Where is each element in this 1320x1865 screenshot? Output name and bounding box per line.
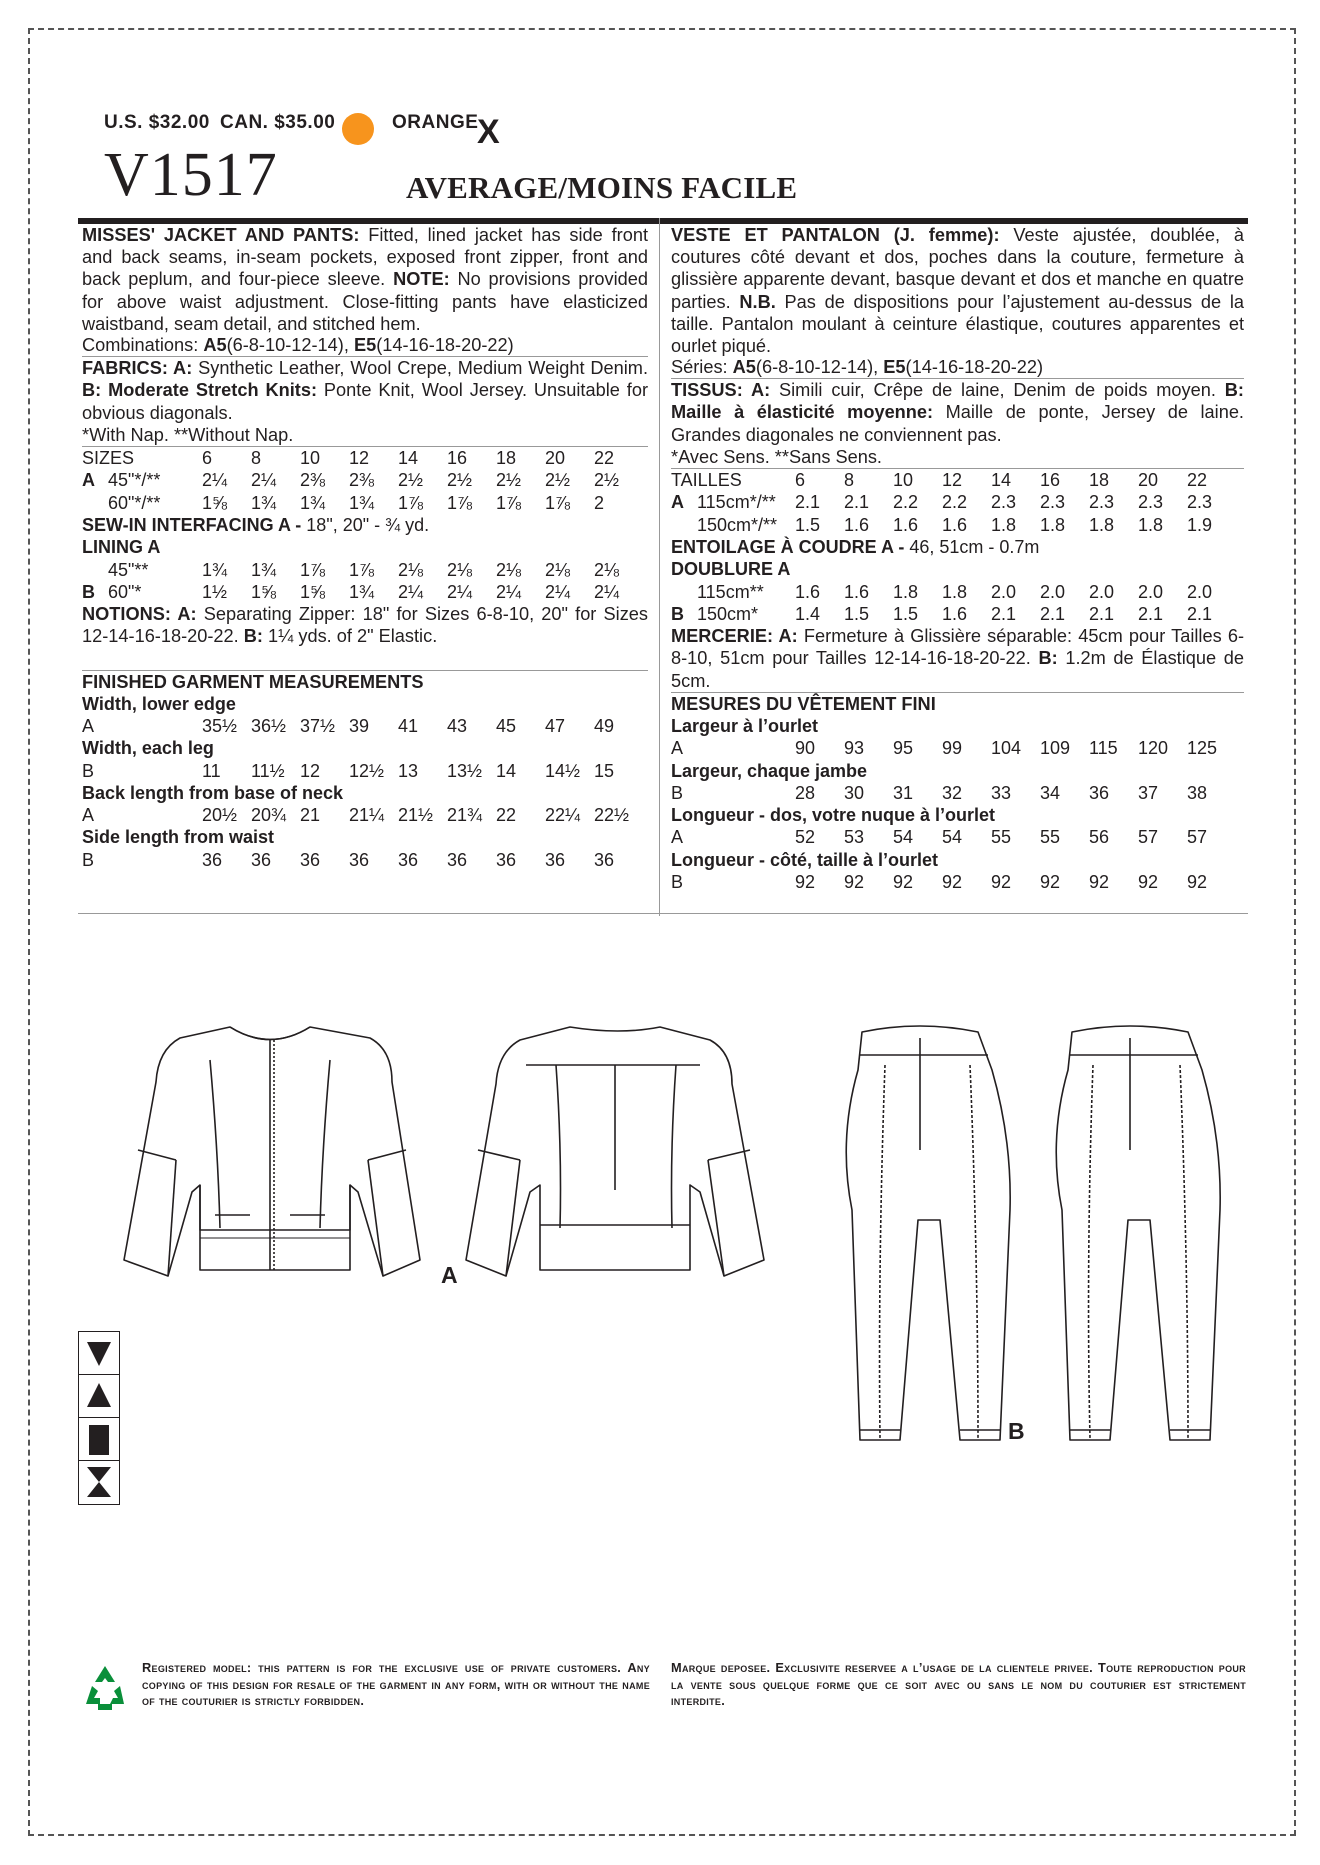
table-cell: 1.5 (893, 603, 919, 624)
table-cell: 55 (1040, 827, 1061, 848)
table-cell: 15 (594, 760, 615, 781)
table-cell: 1¾ (349, 581, 375, 602)
table-cell: 20½ (202, 805, 238, 826)
table-cell: 2⅛ (594, 559, 620, 580)
measurement-label: Width, each leg (82, 738, 214, 759)
table-cell: 1.4 (795, 603, 821, 624)
table-row (82, 849, 643, 871)
table-cell: 36 (349, 849, 370, 870)
table-cell: 36 (398, 849, 419, 870)
color-label: ORANGE (392, 112, 479, 133)
measurement-label: Largeur, chaque jambe (671, 760, 868, 781)
garment-illustrations (0, 960, 1320, 1480)
fr-yardage-table (671, 469, 1236, 625)
table-cell: 57 (1187, 827, 1208, 848)
table-row (82, 492, 643, 514)
table-cell: B (671, 782, 684, 803)
table-row (671, 826, 1236, 848)
table-cell: 92 (991, 871, 1012, 892)
table-cell: 125 (1187, 738, 1218, 759)
table-cell: 54 (893, 827, 914, 848)
table-cell: 20 (545, 448, 566, 469)
table-cell: 22 (594, 448, 615, 469)
table-cell: 16 (447, 448, 468, 469)
measurement-label: Longueur - dos, votre nuque à l’ourlet (671, 805, 996, 826)
table-cell: 2.1 (795, 492, 821, 513)
table-cell: 2¼ (251, 470, 277, 491)
table-cell: 35½ (202, 716, 238, 736)
table-cell: 14½ (545, 760, 581, 781)
column-divider (659, 218, 660, 916)
table-cell: 14 (991, 470, 1012, 491)
table-cell: 12 (300, 760, 321, 781)
table-cell: 104 (991, 738, 1022, 759)
table-cell: 1.8 (1089, 514, 1115, 535)
table-cell: 1.6 (844, 514, 870, 535)
fr-series: Séries: A5(6-8-10-12-14), E5(14-16-18-20-22) (671, 357, 1044, 377)
table-cell: 1.5 (795, 514, 821, 535)
table-cell: 6 (202, 448, 213, 469)
table-cell: 1⅞ (300, 559, 326, 580)
table-cell: 12 (349, 448, 370, 469)
table-cell: B (82, 849, 95, 870)
table-cell: 30 (844, 782, 865, 803)
table-cell: 2⅛ (496, 559, 522, 580)
table-cell: 36 (594, 849, 615, 870)
en-measurements-title: FINISHED GARMENT MEASUREMENTS (82, 671, 424, 692)
registered-notice-en: Registered model: this pattern is for the exclusive use of private customers. Any copying of this design for resale of the garment in any form, with or without the name of the couturier is strictly forbidden. (142, 1660, 650, 1708)
table-cell: 1⅞ (545, 492, 571, 513)
table-cell: 2¼ (398, 581, 424, 602)
table-cell: 2¼ (496, 581, 522, 602)
table-cell: 1¾ (251, 492, 277, 513)
table-cell: 39 (349, 716, 370, 736)
table-cell: 2.0 (1187, 581, 1213, 602)
english-column (82, 224, 648, 871)
table-cell: 8 (844, 470, 855, 491)
table-row (671, 871, 1236, 893)
pattern-number: V1517 (104, 141, 278, 209)
table-cell: 1.6 (942, 603, 968, 624)
table-row (671, 782, 1236, 804)
interfacing-row: ENTOILAGE À COUDRE A - 46, 51cm - 0.7m (671, 536, 1040, 557)
table-row (671, 603, 1236, 625)
table-cell: 1.8 (991, 514, 1017, 535)
table-cell: 92 (1089, 871, 1110, 892)
table-cell: 2½ (447, 470, 473, 491)
table-cell: 36 (545, 849, 566, 870)
table-cell: 22½ (594, 805, 630, 826)
table-cell: 8 (251, 448, 262, 469)
table-cell: 2.3 (1187, 492, 1213, 513)
table-cell: 14 (398, 448, 419, 469)
table-cell: 1.8 (893, 581, 919, 602)
table-cell: 21 (300, 805, 321, 826)
table-cell: 36 (251, 849, 272, 870)
table-cell: 22 (1187, 470, 1208, 491)
jacket-front-drawing (124, 1027, 420, 1276)
table-cell: 92 (1138, 871, 1159, 892)
table-row (671, 737, 1236, 759)
jacket-back-drawing (466, 1027, 764, 1276)
table-cell: 2½ (545, 470, 571, 491)
table-cell: 49 (594, 716, 615, 736)
table-cell: 36 (1089, 782, 1110, 803)
table-cell: A (671, 738, 684, 759)
view-b-label: B (1008, 1418, 1025, 1444)
table-cell: 2¼ (202, 470, 228, 491)
table-cell: A (671, 827, 684, 848)
table-cell: 2½ (594, 470, 620, 491)
table-cell: 90 (795, 738, 816, 759)
table-bottom-rule (78, 913, 1248, 914)
table-cell: 22¼ (545, 805, 581, 826)
table-cell: 2.3 (1040, 492, 1066, 513)
table-row (82, 760, 643, 782)
table-cell: TAILLES (671, 470, 742, 491)
table-cell: 1.8 (1040, 514, 1066, 535)
table-cell: 36 (447, 849, 468, 870)
can-price: CAN. $35.00 (220, 112, 336, 133)
fr-nap-note: *Avec Sens. **Sans Sens. (671, 446, 882, 467)
table-cell: 1⅞ (349, 559, 375, 580)
table-cell: 1.6 (795, 581, 821, 602)
table-row (671, 491, 1236, 513)
fr-measurements-title: MESURES DU VÊTEMENT FINI (671, 693, 936, 714)
table-cell: 2.1 (844, 492, 870, 513)
table-cell: A (82, 716, 95, 736)
table-row (671, 514, 1236, 536)
table-row (671, 469, 1236, 491)
table-cell: 14 (496, 760, 517, 781)
table-cell: 32 (942, 782, 963, 803)
table-cell: 2⅛ (398, 559, 424, 580)
us-price: U.S. $32.00 (104, 112, 210, 133)
table-cell: 53 (844, 827, 865, 848)
pants-front-drawing (846, 1026, 1010, 1440)
table-cell: SIZES (82, 448, 135, 469)
measurement-label: Longueur - côté, taille à l’ourlet (671, 849, 939, 870)
table-cell: 38 (1187, 782, 1208, 803)
en-description: MISSES' JACKET AND PANTS: Fitted, lined jacket has side front and back seams, in-seam pockets, exposed front zipper, front and back peplum, and four-piece sleeve. NOTE: No provisions provided for above waist adjustment. Close-fitting pants have elasticized waistband, seam detail, and stitched hem. (82, 225, 649, 334)
table-cell: 31 (893, 782, 914, 803)
table-cell: 41 (398, 716, 419, 736)
fr-description: VESTE ET PANTALON (J. femme): Veste ajustée, doublée, à coutures côté devant et dos, poches dans la couture, fermeture à glissière apparente devant, basque devant et dos et manche en quatre parties. N.B. Pas de dispositions pour l’ajustement au-dessus de la taille. Pantalon moulant à ceinture élastique, coutures apparentes et ourlet piqué. (671, 225, 1244, 357)
table-cell: 1¾ (349, 492, 375, 513)
table-cell: 2.2 (942, 492, 968, 513)
color-dot (342, 113, 374, 145)
row-label: A 45"*/** (82, 470, 161, 491)
table-cell: 95 (893, 738, 914, 759)
row-label: B 150cm* (671, 603, 759, 624)
triangle-down-icon (79, 1332, 119, 1375)
table-cell: 34 (1040, 782, 1061, 803)
table-cell: B (671, 871, 684, 892)
table-cell: 52 (795, 827, 816, 848)
table-cell: 36½ (251, 716, 287, 736)
table-cell: 11 (202, 760, 221, 781)
table-cell: 2.2 (893, 492, 919, 513)
table-cell: 1⅝ (300, 581, 326, 602)
en-notions: NOTIONS: A: Separating Zipper: 18" for Sizes 6-8-10, 20" for Sizes 12-14-16-18-20-22. B: 1¼ yds. of 2" Elastic. (82, 604, 649, 647)
table-cell: 99 (942, 738, 963, 759)
row-label: B 60"* (82, 581, 142, 602)
table-cell: 45 (496, 716, 517, 736)
table-cell: 1.6 (942, 514, 968, 535)
square-icon (79, 1418, 119, 1461)
table-cell: 11½ (251, 760, 285, 781)
table-cell: 2½ (398, 470, 424, 491)
en-combinations: Combinations: A5(6-8-10-12-14), E5(14-16-18-20-22) (82, 335, 514, 355)
table-cell: 1⅝ (202, 492, 228, 513)
x-mark: X (477, 113, 500, 151)
table-cell: 1¾ (251, 559, 277, 580)
table-cell: 2.1 (1040, 603, 1066, 624)
table-cell: 92 (1040, 871, 1061, 892)
measurement-label: Largeur à l’ourlet (671, 715, 819, 736)
table-cell: 55 (991, 827, 1012, 848)
table-cell: 2.3 (1138, 492, 1164, 513)
symbol-key (78, 1331, 120, 1505)
row-label: 45"** (108, 559, 149, 580)
table-cell: 2⅜ (300, 470, 326, 491)
table-cell: 109 (1040, 738, 1071, 759)
en-measurements-table (82, 693, 643, 871)
table-cell: 92 (1187, 871, 1208, 892)
table-cell: B (82, 760, 95, 781)
table-cell: 47 (545, 716, 566, 736)
row-label: 60"*/** (108, 492, 161, 513)
table-cell: 1.6 (844, 581, 870, 602)
table-cell: 20¾ (251, 805, 287, 826)
table-cell: 21¼ (349, 805, 385, 826)
table-cell: 1.8 (942, 581, 968, 602)
table-row (82, 804, 643, 826)
table-row (82, 581, 643, 603)
en-fabrics: FABRICS: A: Synthetic Leather, Wool Crepe, Medium Weight Denim. B: Moderate Stretch Knits: Ponte Knit, Wool Jersey. Unsuitable for obvious diagonals. (82, 358, 648, 423)
table-cell: 1¾ (202, 559, 228, 580)
lining-label: DOUBLURE A (671, 559, 791, 580)
table-cell: 1⅞ (398, 492, 424, 513)
table-cell: 1.6 (893, 514, 919, 535)
row-label: A 115cm*/** (671, 492, 776, 513)
table-cell: A (82, 805, 95, 826)
table-cell: 1⅝ (251, 581, 277, 602)
table-cell: 2¼ (594, 581, 620, 602)
table-row (82, 715, 643, 737)
table-cell: 2½ (496, 470, 522, 491)
measurement-label: Back length from base of neck (82, 782, 344, 803)
table-cell: 10 (893, 470, 914, 491)
en-nap-note: *With Nap. **Without Nap. (82, 424, 294, 445)
table-cell: 1.9 (1187, 514, 1213, 535)
measurement-label: Width, lower edge (82, 693, 236, 714)
table-cell: 2⅜ (349, 470, 375, 491)
interfacing-row: SEW-IN INTERFACING A - 18", 20" - ¾ yd. (82, 514, 430, 535)
table-cell: 2.3 (991, 492, 1017, 513)
table-cell: 2¼ (545, 581, 571, 602)
table-cell: 12½ (349, 760, 385, 781)
table-cell: 18 (1089, 470, 1110, 491)
row-label: 150cm*/** (697, 514, 778, 535)
table-cell: 2.3 (1089, 492, 1115, 513)
table-cell: 37 (1138, 782, 1159, 803)
table-cell: 21½ (398, 805, 434, 826)
table-row (82, 469, 643, 491)
table-cell: 36 (496, 849, 517, 870)
table-cell: 1⅞ (447, 492, 473, 513)
hourglass-icon (79, 1461, 119, 1503)
table-cell: 54 (942, 827, 963, 848)
table-cell: 2¼ (447, 581, 473, 602)
table-cell: 43 (447, 716, 468, 736)
table-row (671, 581, 1236, 603)
table-cell: 1⅞ (496, 492, 522, 513)
table-cell: 2.0 (1089, 581, 1115, 602)
fr-fabrics: TISSUS: A: Simili cuir, Crêpe de laine, Denim de poids moyen. B: Maille à élasticité moyenne: Maille de ponte, Jersey de laine. Grandes diagonales ne conviennent pas. (671, 380, 1244, 445)
table-row (82, 447, 643, 469)
row-label: 115cm** (697, 581, 764, 602)
table-cell: 2 (594, 492, 605, 513)
table-cell: 2⅛ (545, 559, 571, 580)
table-cell: 57 (1138, 827, 1159, 848)
table-cell: 120 (1138, 738, 1169, 759)
triangle-up-icon (79, 1375, 119, 1418)
table-row (82, 559, 643, 581)
table-cell: 2.0 (1138, 581, 1164, 602)
fr-measurements-table (671, 715, 1236, 893)
table-cell: 13½ (447, 760, 483, 781)
table-cell: 1¾ (300, 492, 326, 513)
table-cell: 2.1 (1089, 603, 1115, 624)
table-cell: 92 (942, 871, 963, 892)
table-cell: 92 (893, 871, 914, 892)
table-cell: 21¾ (447, 805, 483, 826)
table-cell: 18 (496, 448, 517, 469)
table-cell: 2.0 (991, 581, 1017, 602)
en-yardage-table (82, 447, 643, 603)
table-cell: 10 (300, 448, 321, 469)
table-cell: 36 (300, 849, 321, 870)
french-column (671, 224, 1244, 893)
table-cell: 12 (942, 470, 963, 491)
table-cell: 115 (1089, 738, 1118, 759)
table-cell: 28 (795, 782, 816, 803)
table-cell: 36 (202, 849, 223, 870)
table-cell: 2.1 (1138, 603, 1164, 624)
table-cell: 92 (844, 871, 865, 892)
table-cell: 92 (795, 871, 816, 892)
registered-notice-fr: Marque deposee. Exclusivite reservee a l’usage de la clientele privee. Toute reproduction pour la vente sous quelque forme que ce soit avec ou sans le nom du couturier est strictement interdite. (671, 1660, 1246, 1708)
recycle-icon (80, 1664, 130, 1712)
table-cell: 6 (795, 470, 806, 491)
table-cell: 37½ (300, 716, 336, 736)
difficulty-label: AVERAGE/MOINS FACILE (406, 170, 798, 205)
table-cell: 1.8 (1138, 514, 1164, 535)
table-cell: 1.5 (844, 603, 870, 624)
table-cell: 33 (991, 782, 1012, 803)
table-cell: 16 (1040, 470, 1061, 491)
table-cell: 22 (496, 805, 517, 826)
measurement-label: Side length from waist (82, 827, 275, 848)
view-a-label: A (441, 1262, 458, 1288)
pants-back-drawing (1056, 1026, 1220, 1440)
table-cell: 2.1 (991, 603, 1017, 624)
table-cell: 20 (1138, 470, 1159, 491)
fr-notions: MERCERIE: A: Fermeture à Glissière séparable: 45cm pour Tailles 6-8-10, 51cm pour Tailles 12-14-16-18-20-22. B: 1.2m de Élastique de 5cm. (671, 626, 1244, 691)
lining-label: LINING A (82, 537, 161, 558)
table-cell: 1½ (202, 581, 228, 602)
table-cell: 13 (398, 760, 419, 781)
table-cell: 93 (844, 738, 865, 759)
table-cell: 56 (1089, 827, 1110, 848)
table-cell: 2.0 (1040, 581, 1066, 602)
table-cell: 2⅛ (447, 559, 473, 580)
table-cell: 2.1 (1187, 603, 1213, 624)
